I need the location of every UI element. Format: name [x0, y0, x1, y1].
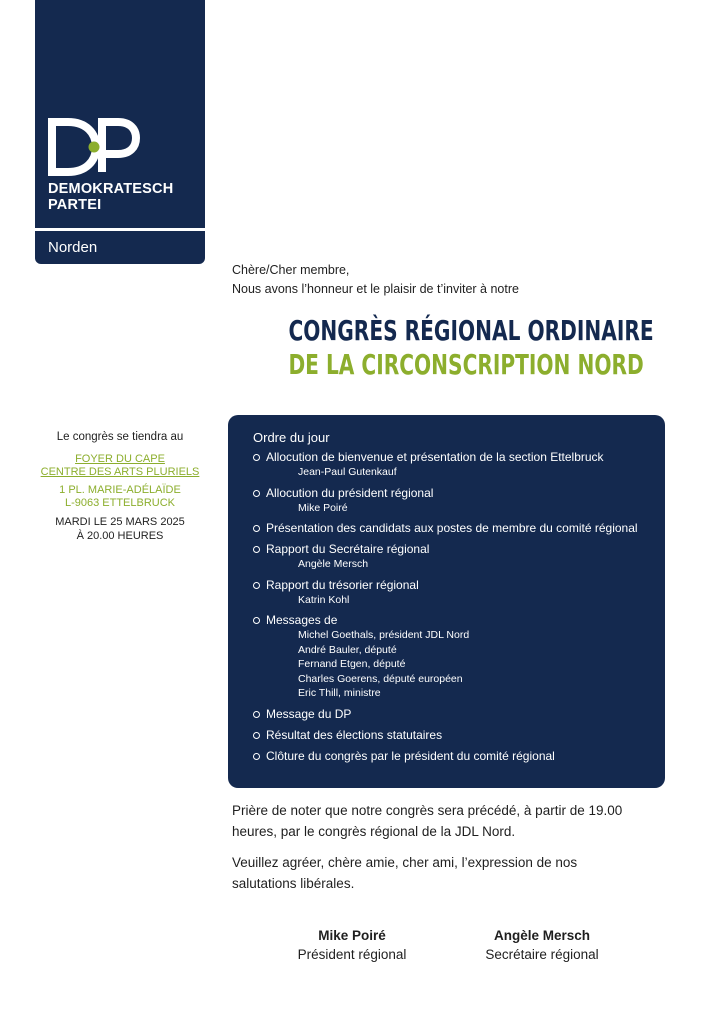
- agenda-item-speakers: [266, 628, 651, 701]
- agenda-item-speakers: [266, 557, 651, 572]
- venue-address-line2: L-9063 ETTELBRUCK: [64, 497, 176, 509]
- greeting-line2: Nous avons l’honneur et le plaisir de t’inviter à notre: [232, 282, 519, 296]
- bullet-icon: [253, 582, 260, 589]
- venue-intro: Le congrès se tiendra au: [56, 431, 184, 443]
- agenda-item-label: Message du DP: [266, 706, 352, 721]
- agenda-item-label: Présentation des candidats aux postes de membre du comité régional: [266, 521, 638, 535]
- agenda-item: [253, 728, 651, 743]
- bullet-icon: [253, 617, 260, 624]
- venue-place-line1: FOYER DU CAPE: [75, 453, 165, 465]
- agenda-list: [253, 450, 651, 764]
- bullet-icon: [253, 711, 260, 718]
- agenda-item: [253, 749, 651, 764]
- event-title-line1: CONGRÈS RÉGIONAL ORDINAIRE: [288, 314, 654, 347]
- party-name-line2: PARTEI: [48, 197, 102, 213]
- bullet-icon: [253, 490, 260, 497]
- agenda-item-speakers: [266, 465, 651, 480]
- agenda-item: [253, 542, 651, 572]
- signature-role: Secrétaire régional: [485, 947, 599, 962]
- agenda-item: [253, 486, 651, 516]
- agenda-speaker: Fernand Etgen, député: [298, 658, 406, 670]
- agenda-item-label: Résultat des élections statutaires: [266, 727, 443, 742]
- agenda-item-label: Allocution de bienvenue et présentation de la section Ettelbruck: [266, 450, 604, 464]
- agenda-item: [253, 613, 651, 701]
- venue-date: [20, 515, 220, 543]
- party-logo-block: [35, 0, 205, 264]
- agenda-speaker: André Bauler, député: [298, 643, 397, 656]
- agenda-item-label: Clôture du congrès par le président du comité régional: [266, 748, 555, 763]
- agenda-item: [253, 707, 651, 722]
- agenda-item-speakers: [266, 593, 651, 608]
- agenda-speaker: Mike Poiré: [298, 501, 348, 514]
- agenda-item: [253, 578, 651, 608]
- bullet-icon: [253, 546, 260, 553]
- venue-info: [20, 430, 220, 543]
- dp-logo-mark: [48, 118, 140, 181]
- logo-divider: [35, 228, 205, 231]
- greeting: [232, 261, 519, 299]
- agenda-item-label: Rapport du Secrétaire régional: [266, 542, 430, 556]
- agenda-item-speakers: [266, 501, 651, 516]
- agenda-heading: Ordre du jour: [253, 430, 330, 445]
- agenda-item-label: Rapport du trésorier régional: [266, 577, 419, 592]
- bullet-icon: [253, 732, 260, 739]
- agenda-speaker: Charles Goerens, député européen: [298, 672, 463, 685]
- party-name: [48, 181, 173, 213]
- note-paragraph-1: Prière de noter que notre congrès sera précédé, à partir de 19.00 heures, par le congrès régional de la JDL Nord.: [232, 803, 623, 839]
- venue-date-line2: À 20.00 HEURES: [76, 530, 164, 542]
- bullet-icon: [253, 525, 260, 532]
- agenda-speaker: Eric Thill, ministre: [298, 687, 381, 699]
- agenda-item-label: Messages de: [266, 613, 338, 627]
- signature-name: Mike Poiré: [318, 928, 386, 943]
- bullet-icon: [253, 753, 260, 760]
- party-name-line1: DEMOKRATESCH: [48, 181, 174, 197]
- region-label: Norden: [48, 239, 98, 256]
- agenda-speaker: Katrin Kohl: [298, 593, 350, 606]
- venue-place: [20, 453, 220, 479]
- agenda-speaker: Michel Goethals, président JDL Nord: [298, 629, 470, 641]
- agenda-item: [253, 450, 651, 480]
- agenda-item: [253, 521, 651, 536]
- signature-1: [272, 926, 432, 964]
- event-title-line2: DE LA CIRCONSCRIPTION NORD: [288, 348, 644, 381]
- venue-place-line2: CENTRE DES ARTS PLURIELS: [40, 466, 200, 478]
- agenda-item-label: Allocution du président régional: [266, 485, 434, 500]
- venue-date-line1: MARDI LE 25 MARS 2025: [55, 516, 185, 528]
- signature-2: [462, 926, 622, 964]
- bullet-icon: [253, 454, 260, 461]
- venue-address-line1: 1 PL. MARIE-ADÉLAÏDE: [59, 484, 181, 496]
- agenda-speaker: Jean-Paul Gutenkauf: [298, 466, 397, 478]
- agenda-speaker: Angèle Mersch: [298, 558, 369, 570]
- greeting-line1: Chère/Cher membre,: [232, 263, 350, 277]
- signature-role: Président régional: [297, 947, 407, 962]
- signature-name: Angèle Mersch: [493, 928, 591, 943]
- agenda-box: [228, 415, 665, 788]
- note-paragraph-2: Veuillez agréer, chère amie, cher ami, l’expression de nos salutations libérales.: [232, 855, 578, 891]
- venue-address: [20, 484, 220, 510]
